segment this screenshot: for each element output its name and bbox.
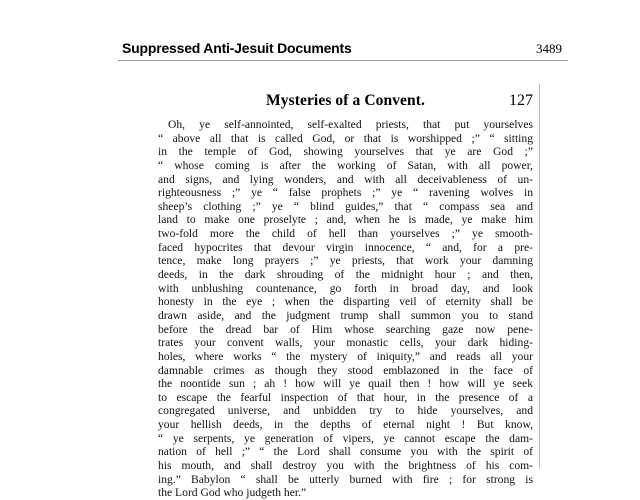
text-line: trates your convent walls, your monastic cells, your dark hiding-: [158, 336, 533, 350]
book-page-number: 127: [509, 92, 533, 109]
text-line: honesty in the eye ; when the disparting veil of eternity shall be: [158, 295, 533, 309]
text-line: the Lord God who judgeth her.”: [158, 486, 307, 500]
text-line: “ whose coming is after the working of Satan, with all power,: [158, 158, 533, 172]
text-line: Oh, ye self-annointed, self-exalted priests, that put yourselves: [168, 118, 533, 131]
text-line: two-fold more the child of hell than yourselves ;” ye smooth-: [158, 227, 533, 241]
text-line: nation of hell ;” “ the Lord shall consume you with the spirit of: [158, 445, 533, 459]
text-line: and signs, and lying wonders, and with all deceivableness of un-: [158, 172, 533, 186]
header-divider: [118, 60, 568, 61]
text-line: before the dread bar of Him whose searching gaze now pene-: [158, 322, 533, 336]
text-line: with unblushing countenance, go forth in broad day, and look: [158, 281, 533, 295]
text-line: to escape the fearful inspection of that hour, in the presence of a: [158, 390, 533, 404]
text-line: sheep’s clothing ;” ye “ blind guides,” that “ compass sea and: [158, 199, 533, 213]
text-line: righteousness ;” ye “ false prophets ;” ye “ ravening wolves in: [158, 186, 533, 200]
text-line: faced hypocrites that devour virgin innocence, “ and, for a pre-: [158, 240, 533, 254]
page-edge-divider: [539, 84, 540, 469]
text-line: tence, make long prayers ;” ye priests, that work your damning: [158, 254, 533, 268]
collection-page-number: 3489: [536, 41, 562, 56]
document-collection-title: Suppressed Anti-Jesuit Documents: [122, 40, 352, 56]
text-line: ing.” Babylon “ shall be utterly burned with fire ; for strong is: [158, 472, 533, 486]
body-text: [158, 118, 533, 500]
chapter-title: Mysteries of a Convent.: [266, 92, 425, 109]
text-line: damnable crimes as though they stood emblazoned in the face of: [158, 363, 533, 377]
text-line: his mouth, and shall destroy you with the brightness of his com-: [158, 459, 533, 473]
text-line: drawn aside, and the judgment trump shall summon you to stand: [158, 308, 533, 322]
text-line: holes, where works “ the mystery of iniquity,” and reads all your: [158, 349, 533, 363]
text-line: the noontide sun ; ah ! how will ye quail then ! how will ye seek: [158, 377, 533, 391]
page-header: [118, 40, 568, 60]
text-line: “ ye serpents, ye generation of vipers, ye cannot escape the dam-: [158, 431, 533, 445]
running-head: [158, 92, 533, 112]
text-line: in the temple of God, showing yourselves that ye are God ;”: [158, 145, 533, 159]
text-line: your hellish deeds, in the depths of eternal night ! But know,: [158, 418, 533, 432]
text-line: congregated universe, and unbidden try to hide yourselves, and: [158, 404, 533, 418]
text-line: deeds, in the dark shrouding of the midnight hour ; and then,: [158, 268, 533, 282]
text-line: land to make one proselyte ; and, when he is made, ye make him: [158, 213, 533, 227]
text-line: “ above all that is called God, or that is worshipped ;” “ sitting: [158, 131, 533, 145]
